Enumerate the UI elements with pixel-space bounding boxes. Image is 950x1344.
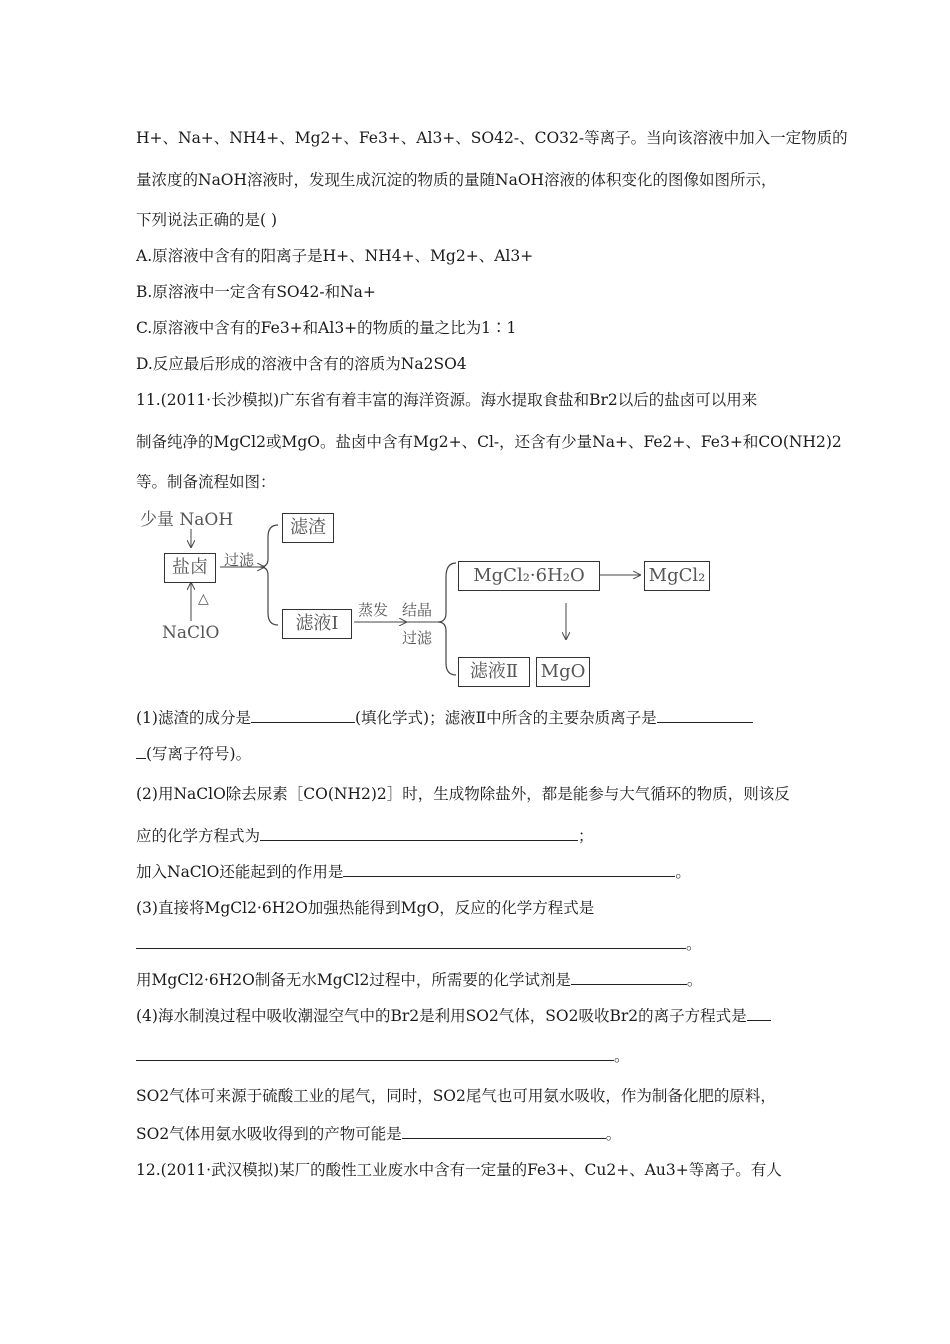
- q11-part4-line2: [136, 1046, 630, 1066]
- filtrate2-box: 滤液Ⅱ: [458, 657, 530, 687]
- q10-option-b: B.原溶液中一定含有SO42-和Na+: [136, 283, 376, 301]
- filtrate1-box: 滤液Ⅰ: [282, 609, 352, 639]
- q11-part2-line3: [136, 862, 691, 882]
- q11-line-2: 制备纯净的MgCl2或MgO。盐卤中含有Mg2+、Cl-，还含有少量Na+、Fe2+、Fe3+和CO(NH2)2: [136, 433, 842, 451]
- q10-option-d: D.反应最后形成的溶液中含有的溶质为Na2SO4: [136, 355, 467, 373]
- q11-part4-line1: [136, 1006, 771, 1026]
- q12-line-1: 12.(2011·武汉模拟)某厂的酸性工业废水中含有一定量的Fe3+、Cu2+、Au3+等离子。有人: [136, 1161, 782, 1179]
- period-4: 。: [614, 1047, 630, 1065]
- part1-text-b: (填化学式)；滤液Ⅱ中所含的主要杂质离子是: [354, 709, 657, 727]
- semicolon: ；: [578, 827, 594, 845]
- naclo-label: NaClO: [162, 623, 220, 643]
- naoh-label: 少量 NaOH: [140, 510, 234, 530]
- part2-text-b: 应的化学方程式为: [136, 827, 261, 845]
- q10-line-3: 下列说法正确的是( ): [136, 211, 278, 229]
- q11-part3-line3: [136, 970, 702, 990]
- q10-line-1: H+、Na+、NH4+、Mg2+、Fe3+、Al3+、SO42-、CO32-等离子。当向该溶液中加入一定物质的: [136, 129, 848, 147]
- answer-blank-product[interactable]: [402, 1124, 606, 1139]
- period-5: 。: [605, 1125, 622, 1143]
- answer-blank-equation-mgo[interactable]: [136, 934, 686, 949]
- answer-blank-impurity-ions-cont[interactable]: [136, 744, 146, 759]
- q11-part3-line2: [136, 934, 702, 954]
- q11-part2-line2: [136, 826, 594, 846]
- answer-blank-ionic-equation-cont[interactable]: [136, 1046, 614, 1061]
- q11-part1-line1: [136, 708, 753, 728]
- part4-text-d: SO2气体用氨水吸收得到的产物可能是: [136, 1125, 402, 1143]
- period-3: 。: [686, 971, 703, 989]
- answer-blank-ionic-equation[interactable]: [747, 1006, 771, 1021]
- flow-diagram: [136, 503, 726, 693]
- part4-text-a: (4)海水制溴过程中吸收潮湿空气中的Br2是利用SO2气体，SO2吸收Br2的离子方程式是: [136, 1007, 747, 1025]
- q11-part3-line1: (3)直接将MgCl2·6H2O加强热能得到MgO，反应的化学方程式是: [136, 899, 595, 917]
- residue-box: 滤渣: [282, 513, 334, 543]
- part2-text-c: 加入NaClO还能起到的作用是: [136, 863, 344, 881]
- lubox-box: 盐卤: [164, 553, 216, 583]
- answer-blank-impurity-ions[interactable]: [657, 708, 753, 723]
- q10-option-a: A.原溶液中含有的阳离子是H+、NH4+、Mg2+、Al3+: [136, 247, 534, 265]
- q11-line-1: 11.(2011·长沙模拟)广东省有着丰富的海洋资源。海水提取食盐和Br2以后的盐卤可以用来: [136, 391, 758, 409]
- crystal-label: 结晶: [402, 601, 433, 619]
- q11-part4-line4: [136, 1124, 621, 1144]
- answer-blank-naclo-role[interactable]: [343, 862, 675, 877]
- evap-label: 蒸发: [358, 601, 389, 619]
- mgcl2-box: MgCl₂: [644, 561, 710, 591]
- hydrate-box: MgCl₂·6H₂O: [458, 561, 600, 591]
- q11-part1-line2: [136, 744, 251, 764]
- q10-option-c: C.原溶液中含有的Fe3+和Al3+的物质的量之比为1∶1: [136, 319, 517, 337]
- period-2: 。: [686, 935, 702, 953]
- q11-part4-line3: SO2气体可来源于硫酸工业的尾气，同时，SO2尾气也可用氨水吸收，作为制备化肥的原料，: [136, 1087, 776, 1105]
- part3-text-c: 用MgCl2·6H2O制备无水MgCl2过程中，所需要的化学试剂是: [136, 971, 571, 989]
- q11-part2-line1: (2)用NaClO除去尿素［CO(NH2)2］时，生成物除盐外，都是能参与大气循环的物质，则该反: [136, 785, 790, 803]
- heat-label: △: [198, 591, 209, 607]
- flow-connectors: [136, 503, 726, 693]
- answer-blank-reagent[interactable]: [571, 970, 687, 985]
- answer-blank-residue[interactable]: [251, 708, 355, 723]
- filter1-label: 过滤: [224, 551, 255, 569]
- q10-line-2: 量浓度的NaOH溶液时，发现生成沉淀的物质的量随NaOH溶液的体积变化的图像如图所示，: [136, 171, 777, 189]
- part1-text-c: (写离子符号)。: [146, 745, 252, 763]
- q11-line-3: 等。制备流程如图：: [136, 473, 276, 491]
- filter2-label: 过滤: [402, 629, 433, 647]
- answer-blank-equation-urea[interactable]: [260, 826, 578, 841]
- mgo-box: MgO: [536, 657, 590, 687]
- part1-text-a: (1)滤渣的成分是: [136, 709, 251, 727]
- period-1: 。: [675, 863, 691, 881]
